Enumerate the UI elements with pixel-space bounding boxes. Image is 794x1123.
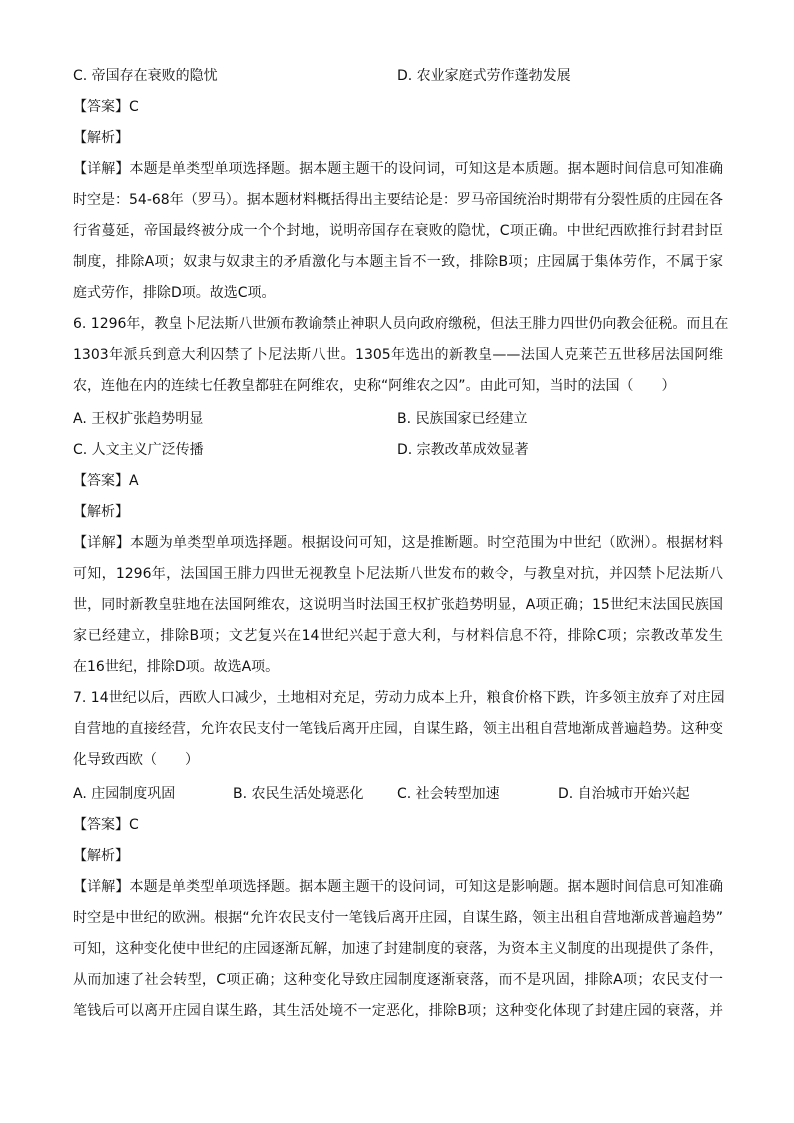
q7-detail-line: 笔钱后可以离开庄园自谋生路，其生活处境不一定恶化，排除B项；这种变化体现了封建庄园的衰落，并 xyxy=(73,1003,723,1019)
q7-detail-line: 时空是中世纪的欧洲。根据“允许农民支付一笔钱后离开庄园，自谋生路，领主出租自营地渐成普遍趋势” xyxy=(73,910,723,926)
q7-option-c: C. 社会转型加速 xyxy=(397,786,500,802)
q5-answer: 【答案】C xyxy=(73,99,139,115)
q6-option-a: A. 王权扩张趋势明显 xyxy=(73,411,204,427)
q7-option-b: B. 农民生活处境恶化 xyxy=(233,786,364,802)
q7-stem-line: 7. 14世纪以后，西欧人口减少，土地相对充足，劳动力成本上升，粮食价格下跌，许多领主放弃了对庄园 xyxy=(73,690,725,706)
q5-detail-line: 行省蔓延，帝国最终被分成一个个封地，说明帝国存在衰败的隐忧，C项正确。中世纪西欧推行封君封臣 xyxy=(73,223,723,239)
q5-detail-line: 制度，排除A项；奴隶与奴隶主的矛盾激化与本题主旨不一致，排除B项；庄园属于集体劳作，不属于家 xyxy=(73,254,723,270)
q5-detail-line: 时空是：54-68年（罗马）。据本题材料概括得出主要结论是：罗马帝国统治时期带有分裂性质的庄园在各 xyxy=(73,192,723,208)
q5-option-d: D. 农业家庭式劳作蓬勃发展 xyxy=(397,68,571,84)
q6-analysis-label: 【解析】 xyxy=(73,504,129,520)
q7-option-d: D. 自治城市开始兴起 xyxy=(558,786,690,802)
q5-detail-line: 【详解】本题是单类型单项选择题。据本题主题干的设问词，可知这是本质题。据本题时间信息可知准确 xyxy=(73,161,723,177)
q6-detail-line: 在16世纪，排除D项。故选A项。 xyxy=(73,659,280,675)
q6-option-d: D. 宗教改革成效显著 xyxy=(397,442,529,458)
q6-detail-line: 世，同时新教皇驻地在法国阿维农，这说明当时法国王权扩张趋势明显，A项正确；15世纪末法国民族国 xyxy=(73,597,723,613)
q5-option-c: C. 帝国存在衰败的隐忧 xyxy=(73,68,218,84)
q6-option-c: C. 人文主义广泛传播 xyxy=(73,442,204,458)
q7-stem-line: 化导致西欧（ ） xyxy=(73,752,199,768)
q6-detail-line: 【详解】本题为单类型单项选择题。根据设问可知，这是推断题。时空范围为中世纪（欧洲）。根据材料 xyxy=(73,535,723,551)
q6-detail-line: 家已经建立，排除B项；文艺复兴在14世纪兴起于意大利，与材料信息不符，排除C项；宗教改革发生 xyxy=(73,628,723,644)
q6-stem-line: 6. 1296年，教皇卜尼法斯八世颁布教谕禁止神职人员向政府缴税，但法王腓力四世仍向教会征税。而且在 xyxy=(73,316,729,332)
q6-detail-line: 可知，1296年，法国国王腓力四世无视教皇卜尼法斯八世发布的敕令，与教皇对抗，并囚禁卜尼法斯八 xyxy=(73,566,723,582)
q7-detail-line: 【详解】本题是单类型单项选择题。据本题主题干的设问词，可知这是影响题。据本题时间信息可知准确 xyxy=(73,879,723,895)
q5-detail-line: 庭式劳作，排除D项。故选C项。 xyxy=(73,285,276,301)
q7-answer: 【答案】C xyxy=(73,817,139,833)
q6-answer: 【答案】A xyxy=(73,473,139,489)
q6-stem-line: 1303年派兵到意大利囚禁了卜尼法斯八世。1305年选出的新教皇——法国人克莱芒五世移居法国阿维 xyxy=(73,347,723,363)
q6-option-b: B. 民族国家已经建立 xyxy=(397,411,528,427)
q7-analysis-label: 【解析】 xyxy=(73,848,129,864)
q7-stem-line: 自营地的直接经营，允许农民支付一笔钱后离开庄园，自谋生路，领主出租自营地渐成普遍趋势。这种变 xyxy=(73,721,723,737)
q7-detail-line: 可知，这种变化使中世纪的庄园逐渐瓦解，加速了封建制度的衰落，为资本主义制度的出现提供了条件， xyxy=(73,941,723,957)
q5-analysis-label: 【解析】 xyxy=(73,130,129,146)
q7-detail-line: 从而加速了社会转型，C项正确；这种变化导致庄园制度逐渐衰落，而不是巩固，排除A项；农民支付一 xyxy=(73,972,723,988)
q7-option-a: A. 庄园制度巩固 xyxy=(73,786,176,802)
q6-stem-line: 农，连他在内的连续七任教皇都驻在阿维农，史称“阿维农之囚”。由此可知，当时的法国（ ） xyxy=(73,378,676,394)
